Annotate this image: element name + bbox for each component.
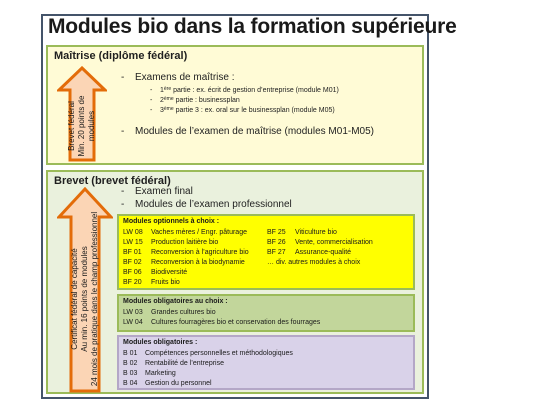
optional-left-row: LW 15 Production laitière bio	[123, 239, 219, 246]
master-arrow-label	[67, 76, 97, 176]
bullet-dash: -	[150, 97, 153, 104]
master-part-3: - 3ème partie 3 : ex. oral sur le businessplan (module M05)	[150, 106, 335, 114]
brevet-arrow-line-1: Certificat fédéral de capacité	[70, 248, 79, 350]
mandatory-row: B 03 Marketing	[123, 370, 176, 377]
master-arrow-line-1: Brevet fédéral	[67, 101, 76, 151]
master-arrow-line-2: Min. 20 points de	[77, 95, 86, 157]
optional-left-row: BF 20 Fruits bio	[123, 279, 180, 286]
optional-right-row: BF 26 Vente, commercialisation	[267, 239, 373, 246]
optional-modules-box	[117, 214, 415, 290]
mandatory-row: B 04 Gestion du personnel	[123, 380, 212, 387]
master-exam-heading: - Examens de maîtrise :	[121, 72, 235, 83]
bullet-dash: -	[121, 186, 125, 197]
bullet-dash: -	[121, 199, 125, 210]
mandatory-choice-row: LW 03 Grandes cultures bio	[123, 309, 216, 316]
optional-left-row: BF 01 Reconversion à l’agriculture bio	[123, 249, 249, 256]
master-modules-line: - Modules de l’examen de maîtrise (modules M01-M05)	[121, 126, 374, 137]
brevet-arrow-label	[70, 209, 100, 389]
bullet-dash: -	[121, 126, 125, 137]
brevet-arrow-line-3: 24 mois de pratique dans le champ professionnel	[90, 211, 99, 387]
mandatory-box	[117, 335, 415, 390]
optional-left-row: BF 06 Biodiversité	[123, 269, 188, 276]
brevet-bullet-final-exam: - Examen final	[121, 186, 193, 197]
optional-right-row: … div. autres modules à choix	[267, 259, 361, 266]
optional-left-row: BF 02 Reconversion à la biodynamie	[123, 259, 245, 266]
master-part-2: - 2ème partie : businessplan	[150, 96, 240, 104]
bullet-dash: -	[150, 87, 153, 94]
mandatory-row: B 02 Rentabilité de l’entreprise	[123, 360, 224, 367]
brevet-arrow-line-2: Au min. 16 points de modules	[80, 246, 89, 352]
master-arrow-line-3: modules	[87, 110, 96, 142]
mandatory-row: B 01 Compétences personnelles et méthodologiques	[123, 350, 293, 357]
brevet-bullet-modules: - Modules de l’examen professionnel	[121, 199, 292, 210]
diagram-title: Modules bio dans la formation supérieure	[48, 15, 457, 38]
optional-modules-title: Modules optionnels à choix :	[123, 218, 220, 225]
optional-left-row: LW 08 Vaches mères / Engr. pâturage	[123, 229, 247, 236]
brevet-panel-title: Brevet (brevet fédéral)	[54, 175, 171, 187]
bullet-dash: -	[121, 72, 125, 83]
optional-right-row: BF 27 Assurance-qualité	[267, 249, 352, 256]
mandatory-choice-title: Modules obligatoires au choix :	[123, 298, 228, 305]
optional-right-row: BF 25 Viticulture bio	[267, 229, 337, 236]
mandatory-title: Modules obligatoires :	[123, 339, 198, 346]
master-panel-title: Maîtrise (diplôme fédéral)	[54, 50, 188, 62]
mandatory-choice-row: LW 04 Cultures fourragères bio et conservation des fourrages	[123, 319, 321, 326]
master-part-1: - 1ère partie : ex. écrit de gestion d’entreprise (module M01)	[150, 86, 339, 94]
mandatory-choice-box	[117, 294, 415, 332]
bullet-dash: -	[150, 107, 153, 114]
